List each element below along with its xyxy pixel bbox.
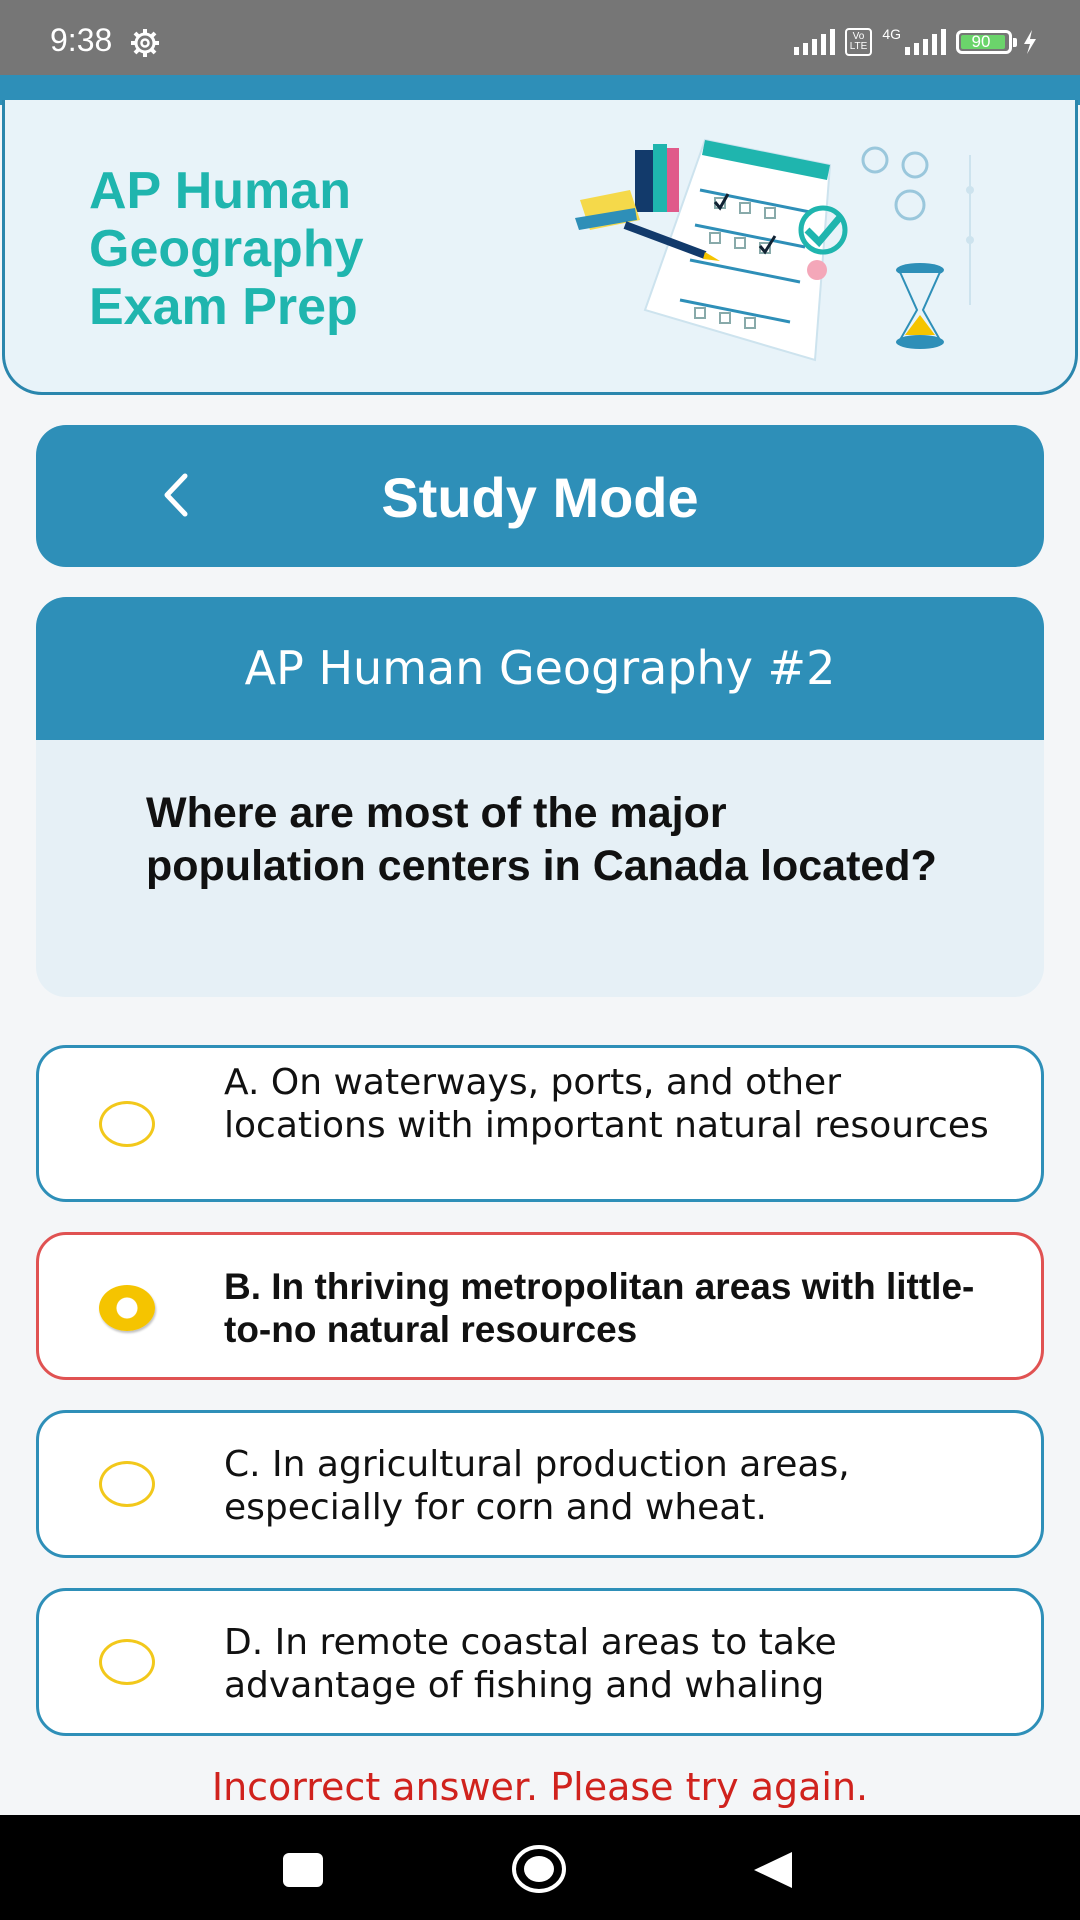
exam-illustration-icon	[565, 130, 985, 370]
study-mode-bar	[36, 425, 1044, 567]
study-mode-title: Study Mode	[381, 466, 699, 529]
settings-gear-icon	[130, 28, 160, 58]
answer-option-a[interactable]	[36, 1045, 1044, 1202]
status-bar	[0, 0, 1080, 75]
app-title: AP Human Geography Exam Prep	[89, 162, 364, 336]
status-time: 9:38	[50, 22, 113, 58]
status-icons	[794, 24, 1038, 60]
radio-button-c[interactable]	[99, 1461, 155, 1507]
charging-icon	[1022, 30, 1038, 54]
answer-option-label: D. In remote coastal areas to take advantage of fishing and whaling	[224, 1622, 837, 1706]
answer-option-label: B. In thriving metropolitan areas with little-to-no natural resources	[224, 1266, 975, 1350]
system-nav-bar	[0, 1815, 1080, 1920]
battery-icon	[956, 30, 1012, 54]
home-button[interactable]	[511, 1844, 567, 1894]
signal-icon	[794, 29, 835, 55]
answer-option-label: C. In agricultural production areas, especially for corn and wheat.	[224, 1444, 850, 1528]
back-nav-button[interactable]	[750, 1850, 794, 1890]
question-heading: AP Human Geography #2	[36, 597, 1044, 740]
radio-button-a[interactable]	[99, 1101, 155, 1147]
question-text: Where are most of the major population centers in Canada located?	[146, 789, 937, 890]
volte-icon: Vo LTE	[845, 28, 873, 56]
radio-button-d[interactable]	[99, 1639, 155, 1685]
battery-level: 90	[971, 32, 991, 51]
question-card	[36, 597, 1044, 997]
app-header	[2, 100, 1078, 395]
recents-button[interactable]	[283, 1853, 323, 1887]
radio-button-b-selected[interactable]	[99, 1285, 155, 1331]
answer-option-label: A. On waterways, ports, and other locations with important natural resources	[224, 1062, 989, 1146]
answer-option-d[interactable]	[36, 1588, 1044, 1736]
network-type: 4G	[882, 26, 901, 42]
answer-option-c[interactable]	[36, 1410, 1044, 1558]
answer-option-b[interactable]	[36, 1232, 1044, 1380]
signal-icon-2	[905, 29, 946, 55]
feedback-message: Incorrect answer. Please try again.	[211, 1765, 869, 1809]
